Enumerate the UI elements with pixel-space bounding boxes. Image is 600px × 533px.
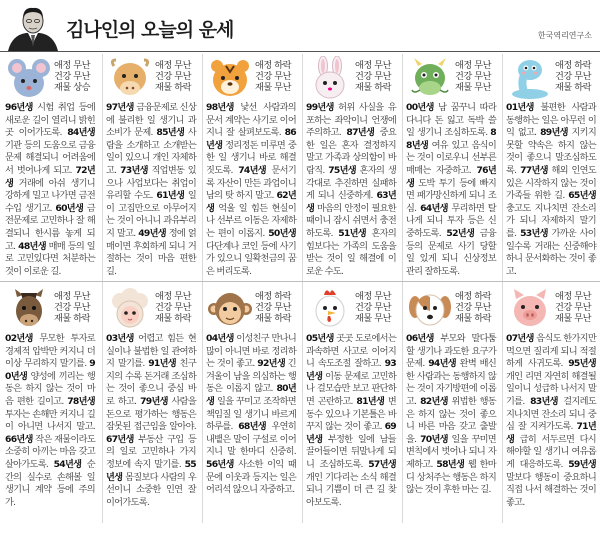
fortune-text: 05년생 곳곳 도로에서는 과속하면 사고로 이어지니 속도조절 잘하고. 93년생 이동 문제로 고민하나 걸모습만 보고 판단하면 곤란하고. 81년생 변동수 있으나 기본틀은 바꾸지 않는 것이 좋고. 69년생 부정한 일에 남들 끌어들이면 뒤말나게 되니 조심하도록. 57년생 개인 기다리는 소식 해결되니 기쁨이 더 큰 길 찾아보도록. — [306, 333, 396, 508]
row-divider — [0, 281, 600, 282]
pig-icon — [506, 287, 554, 331]
fortune-tags: 애정 무난 건강 무난 재물 하락 — [355, 60, 391, 93]
fortune-tags: 애정 하락 건강 무난 재물 무난 — [255, 60, 291, 93]
zodiac-cell — [402, 54, 499, 292]
zodiac-cell — [402, 285, 499, 523]
fortune-text: 99년생 허위 사실을 유포하는 좌악이니 언쟁에 주의하고. 87년생 중요한 일은 혼자 결정하지 말고 가족과 상의함이 바람직. 75년생 혼자의 생각대로 추진하면 실패하게 되니 신중하게. 63년생 마음의 안정이 필요한 때이니 잠시 쉬면서 충전하도록. 51년생 혼자의 힘보다는 가족의 도움을 받는 것이 일 해결에 이로운 수도. — [306, 102, 396, 277]
fortune-tags: 애정 무난 건강 무난 재물 하락 — [155, 291, 191, 324]
page-title: 김나인의 오늘의 운세 — [66, 19, 234, 41]
snake-icon — [506, 56, 554, 100]
fortune-text: 07년생 음식도 한가지만 먹으면 질리게 되니 적절하게 사귀도록. 95년생 개인 리면 자연히 해결될 일이니 성급하 나서지 말기를. 83년생 걸지레도 지나치면 잔소리 되니 중심 잘 지켜가도록. 71년생 급히 서두르면 다시 해야할 일 생기니 여유롭게 대응하도록. 59년생 말보다 행동이 중요하니 직접 나서 해결하는 것이 좋고. — [506, 333, 596, 508]
zodiac-cell — [102, 285, 199, 523]
rooster-icon — [306, 287, 354, 331]
tiger-icon — [206, 56, 254, 100]
horse-icon — [5, 287, 53, 331]
header-divider — [0, 51, 600, 52]
fortune-tags: 애정 무난 건강 무난 재물 상승 — [54, 60, 90, 93]
fortune-tags: 애정 무난 건강 무난 재물 하락 — [54, 291, 90, 324]
zodiac-cell — [2, 285, 98, 523]
fortune-text: 04년생 이성친구 만나니 많이 아니면 바로 정리하는 것이 좋고. 92년생 긴 겨울이 남을 의심하는 행동은 이롭지 않고. 80년생 일을 꾸미고 조작하면 책임질 일 생기니 바르게 하루를. 68년생 우연히 내뱉은 말이 구설로 이어지니 말 한마디 신중히. 56년생 사소한 이익 때문에 이웃과 등지는 일은 어리석 않으니 자중하고. — [206, 333, 296, 496]
fortune-tags: 애정 무난 건강 무난 재물 무난 — [355, 291, 391, 324]
zodiac-cell — [2, 54, 98, 292]
zodiac-cell — [202, 54, 299, 292]
sheep-icon — [106, 287, 154, 331]
fortune-text: 97년생 금융문제로 신상에 불리한 일 생기니 과소비가 문제. 85년생 사람을 소개하고 소개받는 일이 있으니 개인 자체하고. 73년생 직업변동 있으나 사업보다는 취업이 유리할 수도. 61년생 일이 고집만으로 아무어지는 것이 아니니 과유부리지 말고. 49년생 정에 얽매이면 후회하게 되니 거절하는 것이 마음 편한 길. — [106, 102, 196, 277]
fortune-tags: 애정 무난 건강 무난 재물 무난 — [455, 60, 491, 93]
zodiac-row-1 — [2, 54, 598, 292]
fortune-text: 01년생 불편한 사람과 동행하는 일은 아무런 이익 없고. 89년생 지키지 못할 약속은 하지 않는 것이 좋으니 말조심하도록. 77년생 해외 인연도 있은 시작하지 않는 것이 가족들 위한 길. 65년생 충고도 지나치면 잔소리가 되니 자제하지 말기를. 53년생 가까운 사이일수록 거래는 신중해야 하니 문서화하는 것이 좋고. — [506, 102, 596, 277]
fortune-tags: 애정 하락 건강 무난 재물 하락 — [255, 291, 291, 324]
fortune-tags: 애정 하락 건강 무난 재물 하락 — [555, 60, 591, 93]
ox-icon — [106, 56, 154, 100]
fortune-text: 06년생 부모와 말다툼 할 생기나 과도한 요구가 문제. 94년생 완벽 배신한 사람과는 동행하지 않는 것이 자기방편에 이롭고. 82년생 위법한 행동은 하지 않는 것이 좋으니 바른 마음 갖고 출발을. 70년생 일을 꾸미면 변칙에서 벗어나 되니 자제하고. 58년생 웹 한마디 상처주는 행동은 하지 않는 것이 후한 마는 길. — [406, 333, 496, 496]
fortune-tags: 애정 하락 건강 무난 재물 하락 — [455, 291, 491, 324]
author-portrait — [4, 3, 62, 51]
rabbit-icon — [306, 56, 354, 100]
fortune-text: 03년생 어렵고 힘든 현실이나 불법한 일 관여하지 말기를. 91년생 친구지의 수록 돈거래 조심하는 것이 좋으니 중심 바로 하고. 79년생 사람을 돈으로 평가하는 행동은 잠못된 접근임을 알아야. 67년생 부동산 구입 등의 일로 고민하나 가지 정보에 속지 말기를. 55년생 몸질보다 사람의 우선이니 소중한 인연 잘 이어가도록. — [106, 333, 196, 508]
fortune-text: 96년생 시험 취업 등에 새로운 길이 열리니 밝힌 곳 이어가도록. 84년생 기관 등의 도움으로 금융문제 해결되니 어려움에서 벗어나게 되고. 72년생 거래에 아쉬 생기니 강하게 밀고 나가면 금전수입 생기고. 60년생 금전문제로 고민하나 잘 해결되니 한시름 놓게 되고. 48년생 매매 등의 일로 고민있다면 처분하는 것이 이로운 길. — [5, 102, 95, 277]
dog-icon — [406, 287, 454, 331]
dragon-icon — [406, 56, 454, 100]
fortune-tags: 애정 무난 건강 무난 재물 하락 — [155, 60, 191, 93]
fortune-text: 02년생 무모한 투자로 경제적 압박만 커지니 더 이상 무리하지 말기를. 90년생 양성에 끼리는 행동은 하지 않는 것이 마음 편한 길이고. 78년생 투자는 손해만 커지니 길이 아니면 나서지 말고. 66년생 작은 재물이라도 소중히 아끼는 마음 갖고 살아가도록. 54년생 순간의 실수로 손해볼 일 생기니 계약 등에 주의가. — [5, 333, 95, 508]
mouse-icon — [5, 56, 53, 100]
zodiac-cell — [102, 54, 199, 292]
zodiac-cell — [302, 54, 399, 292]
fortune-text: 98년생 낯선 사람과의 문서 계약는 사기로 이어지니 잘 살펴보도록. 86년생 정리정돈 미루면 중한 일 생기니 바로 해결 짓도록. 74년생 문서기록 자산이 만든 과업이니 남의 탓 하지 말고. 62년생 억울 일 힘든 현실이나 선부르 이동은 자제하는 편이 이롭지. 50년생 다단계나 코인 등에 사기가 있으니 일확천금의 꿈은 버리도록. — [206, 102, 296, 277]
monkey-icon — [206, 287, 254, 331]
zodiac-cell — [202, 285, 299, 523]
page-header — [0, 0, 600, 52]
zodiac-cell — [502, 54, 599, 292]
zodiac-row-2 — [2, 285, 598, 523]
zodiac-cell — [302, 285, 399, 523]
fortune-tags: 애정 무난 건강 무난 재물 무난 — [555, 291, 591, 324]
source-label: 한국역리연구소 — [537, 31, 592, 40]
zodiac-cell — [502, 285, 599, 523]
fortune-text: 00년생 남 꿈꾸니 따라다니다 돈 잃고 독박 쓸 일 생기니 조심하도록. 88년생 여유 있고 음식이는 것이 이로우니 선부른 매매는 자중하고. 76년생 도박 투기 등에 빠지면 패가망신하게 되니 조심. 64년생 무리하면 탈나게 되니 투자 등은 신중하도록. 52년생 금융 등의 문제로 사기 당할 일 있게 되니 신상정보 관리 잘하도록. — [406, 102, 496, 277]
